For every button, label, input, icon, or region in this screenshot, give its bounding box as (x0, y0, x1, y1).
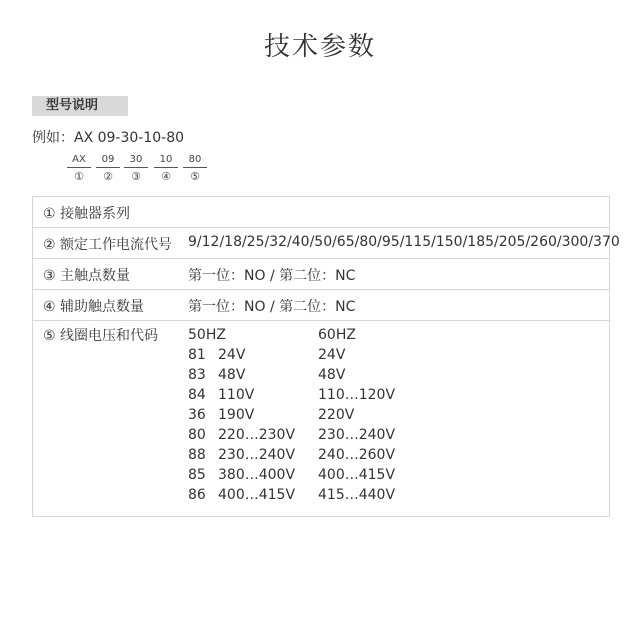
row-label: ② 额定工作电流代号 (43, 237, 173, 253)
coil-header-50hz: 50HZ (188, 327, 226, 343)
coil-voltage-50hz: 190V (218, 407, 255, 423)
code-part-code: 80 (183, 154, 207, 168)
coil-voltage-60hz: 240…260V (318, 447, 396, 463)
code-part-coil (183, 154, 207, 184)
coil-code: 81 (188, 347, 206, 363)
coil-voltage-60hz: 24V (318, 347, 346, 363)
code-part-code: AX (67, 154, 91, 168)
coil-code: 36 (188, 407, 206, 423)
coil-voltage-60hz: 110…120V (318, 387, 396, 403)
code-part-number: ③ (131, 170, 141, 183)
coil-voltage-60hz: 230…240V (318, 427, 396, 443)
coil-code: 83 (188, 367, 206, 383)
coil-code: 84 (188, 387, 206, 403)
coil-voltage-50hz: 220…230V (218, 427, 296, 443)
code-part-code: 10 (154, 154, 178, 168)
code-part-number: ④ (161, 170, 171, 183)
coil-voltage-60hz: 415…440V (318, 487, 396, 503)
coil-code: 86 (188, 487, 206, 503)
model-explanation-badge: 型号说明 (32, 96, 128, 116)
row-label: ③ 主触点数量 (43, 268, 131, 284)
coil-code: 88 (188, 447, 206, 463)
row-value: 第一位：NO / 第二位：NC (188, 299, 356, 315)
coil-voltage-60hz: 48V (318, 367, 346, 383)
coil-voltage-60hz: 400…415V (318, 467, 396, 483)
coil-code: 85 (188, 467, 206, 483)
model-example: 例如：AX 09-30-10-80 (32, 130, 185, 146)
page-title: 技术参数 (263, 32, 376, 62)
spec-table (32, 196, 620, 517)
code-part-current (96, 154, 120, 184)
coil-voltage-50hz: 24V (218, 347, 246, 363)
coil-voltage-50hz: 400…415V (218, 487, 296, 503)
table-row (33, 259, 609, 290)
coil-voltage-60hz: 220V (318, 407, 355, 423)
coil-section (33, 321, 609, 516)
row-label: ⑤ 线圈电压和代码 (43, 328, 159, 344)
row-label: ① 接触器系列 (43, 206, 131, 222)
coil-voltage-50hz: 110V (218, 387, 255, 403)
row-label: ④ 辅助触点数量 (43, 299, 145, 315)
row-value: 第一位：NO / 第二位：NC (188, 268, 356, 284)
row-value: 9/12/18/25/32/40/50/65/80/95/115/150/185/205/260/300/370 (188, 234, 620, 250)
code-part-aux-contacts (154, 154, 178, 184)
code-part-number: ② (103, 170, 113, 183)
code-part-series (67, 154, 91, 184)
code-part-number: ⑤ (190, 170, 200, 183)
code-part-code: 30 (124, 154, 148, 168)
table-row (33, 197, 609, 228)
code-part-number: ① (74, 170, 84, 183)
coil-voltage-50hz: 230…240V (218, 447, 296, 463)
coil-voltage-50hz: 48V (218, 367, 246, 383)
table-row (33, 290, 609, 321)
code-part-main-contacts (124, 154, 148, 184)
table-row (33, 228, 620, 259)
coil-header-60hz: 60HZ (318, 327, 356, 343)
coil-code: 80 (188, 427, 206, 443)
code-part-code: 09 (96, 154, 120, 168)
coil-voltage-50hz: 380…400V (218, 467, 296, 483)
